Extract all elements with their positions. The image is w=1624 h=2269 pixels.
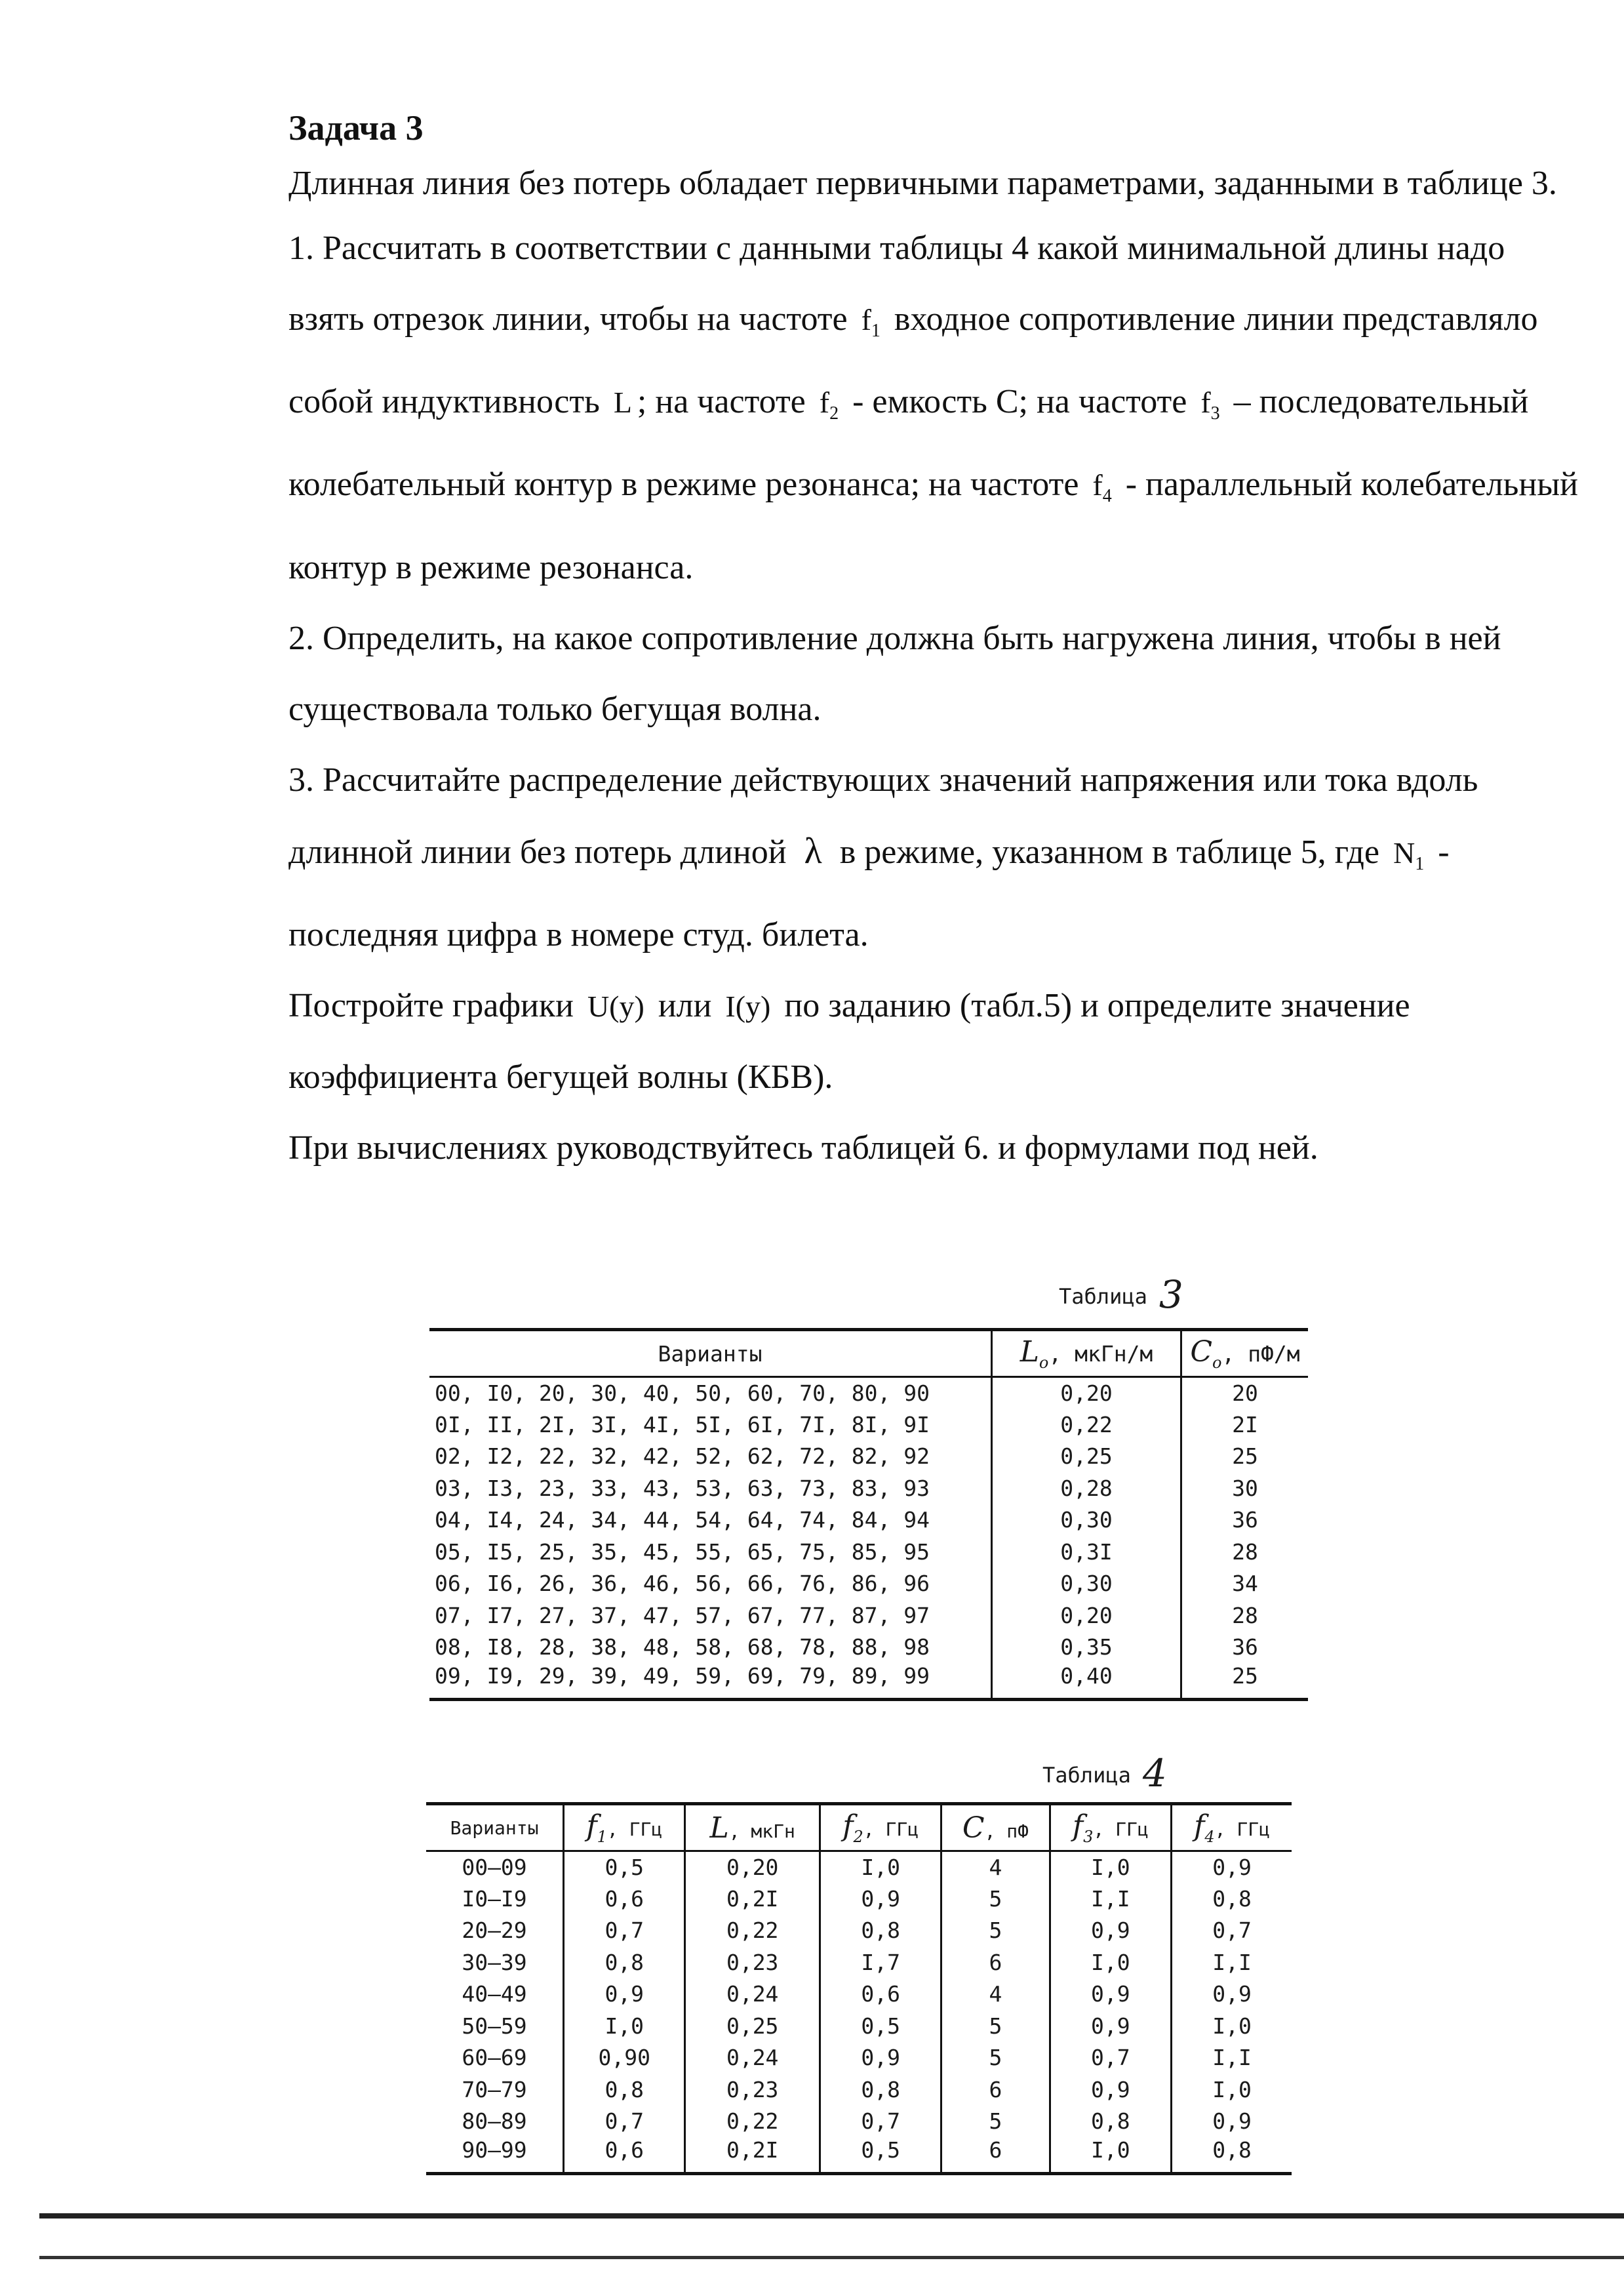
- table4-cell-f4: I,I: [1212, 2045, 1252, 2071]
- table4-cell-f1: 0,8: [564, 2074, 685, 2106]
- lambda-symbol: λ: [804, 830, 822, 872]
- table3-cell-l0: 0,28: [992, 1472, 1181, 1504]
- table4-caption: [1042, 1751, 1167, 1796]
- problem-item-3: [288, 745, 1587, 971]
- table4-cell-f1: 0,9: [564, 1978, 685, 2011]
- table4-cell-l: 0,2I: [685, 2137, 820, 2174]
- table3-row: [429, 1504, 1308, 1536]
- problem-graphs: [288, 971, 1587, 1113]
- table4-row: [426, 1883, 1292, 1915]
- table4-cell-l: 0,23: [685, 2074, 820, 2106]
- iy-symbol: I(y): [725, 989, 771, 1023]
- f1-symbol: $f_1$: [861, 303, 881, 342]
- table4-cell-f3: I,0: [1050, 1946, 1171, 1978]
- table4-cell-variants: I0–I9: [426, 1883, 564, 1915]
- table4-cell-variants: 30–39: [426, 1946, 564, 1978]
- table4-row: [426, 2074, 1292, 2106]
- scan-bottom-shadow: [39, 2256, 1624, 2259]
- item1-text-e: – последовательный колебательный контур в режиме резонанса; на частоте: [288, 383, 1529, 504]
- table4-cell-f1: 0,7: [564, 1915, 685, 1947]
- table4-row: [426, 1851, 1292, 1883]
- table4-cell-f4: I,0: [1212, 2076, 1252, 2102]
- table3-caption-number: 3: [1159, 1272, 1183, 1317]
- table3-cell-c0: 25: [1232, 1443, 1258, 1470]
- table4-cell-f2: 0,5: [820, 2010, 941, 2042]
- intro-text: Длинная линия без потерь обладает первичными параметрами, заданными в таблице 3.: [288, 165, 1557, 202]
- table4-cell-f3: I,0: [1050, 1851, 1171, 1883]
- table4-cell-f1: 0,6: [564, 2137, 685, 2174]
- table3-row: [429, 1599, 1308, 1632]
- table4-cell-f1: 0,6: [564, 1883, 685, 1915]
- table4-row: [426, 1915, 1292, 1947]
- table3-row: [429, 1472, 1308, 1504]
- table4-header-f1: $f_1$, ГГц: [564, 1804, 685, 1851]
- table4-cell-f2: I,0: [820, 1851, 941, 1883]
- table4-cell-f4: I,0: [1212, 2013, 1252, 2039]
- table3-header-l0: $L_o$, мкГн/м: [992, 1330, 1181, 1377]
- table4-cell-f1: 0,5: [564, 1851, 685, 1883]
- table4-cell-f4: 0,9: [1212, 2108, 1252, 2135]
- item3-text-b: в режиме, указанном в таблице 5, где: [831, 833, 1388, 871]
- problem-text-block: [288, 108, 1587, 1184]
- table4-cell-c: 4: [941, 1978, 1050, 2011]
- table3-row: [429, 1663, 1308, 1700]
- table4-cell-f3: I,I: [1050, 1883, 1171, 1915]
- graphs-text-a: Постройте графики: [288, 986, 582, 1024]
- table3-row: [429, 1536, 1308, 1568]
- table3-cell-l0: 0,30: [992, 1568, 1181, 1600]
- item1-text-c: ; на частоте: [637, 383, 814, 421]
- table4-cell-f2: 0,8: [820, 2074, 941, 2106]
- table4-header-c: C, пФ: [941, 1804, 1050, 1851]
- table4-cell-c: 4: [941, 1851, 1050, 1883]
- table3-cell-variants: 04, I4, 24, 34, 44, 54, 64, 74, 84, 94: [429, 1504, 992, 1536]
- table3-cell-l0: 0,40: [992, 1663, 1181, 1700]
- table4-cell-variants: 20–29: [426, 1915, 564, 1947]
- item2-text: 2. Определить, на какое сопротивление должна быть нагружена линия, чтобы в ней существовала только бегущая волна.: [288, 619, 1501, 728]
- table3-cell-variants: 02, I2, 22, 32, 42, 52, 62, 72, 82, 92: [429, 1441, 992, 1473]
- table3-cell-c0: 36: [1232, 1634, 1258, 1660]
- table4-cell-variants: 70–79: [426, 2074, 564, 2106]
- table4-cell-variants: 00–09: [426, 1851, 564, 1883]
- graphs-text-c: по заданию (табл.5) и определите значение коэффициента бегущей волны (КБВ).: [288, 986, 1410, 1096]
- table4-cell-f4: 0,9: [1212, 1855, 1252, 1880]
- table3-cell-c0: 28: [1232, 1538, 1258, 1565]
- table4-cell-c: 6: [941, 1946, 1050, 1978]
- table4-cell-c: 5: [941, 1915, 1050, 1947]
- table4-cell-variants: 50–59: [426, 2010, 564, 2042]
- graphs-text-b: или: [649, 986, 721, 1024]
- table4-cell-variants: 40–49: [426, 1978, 564, 2011]
- table4-cell-c: 5: [941, 2010, 1050, 2042]
- item3-text-a: 3. Рассчитайте распределение действующих значений напряжения или тока вдоль длинной линии без потерь длиной: [288, 761, 1478, 871]
- table4-row: [426, 2042, 1292, 2074]
- table4-cell-f2: I,7: [820, 1946, 941, 1978]
- inductance-symbol: L: [613, 386, 632, 420]
- n1-symbol: $N_1$: [1393, 835, 1425, 874]
- table4-cell-f3: 0,9: [1050, 2074, 1171, 2106]
- table4-cell-f2: 0,5: [820, 2137, 941, 2174]
- item1-text-b: входное сопротивление линии представляло собой индуктивность: [288, 300, 1538, 421]
- uy-symbol: U(y): [587, 989, 644, 1023]
- problem-title: Задача 3: [288, 108, 424, 148]
- table3-cell-l0: 0,22: [992, 1409, 1181, 1441]
- table3-cell-l0: 0,20: [992, 1377, 1181, 1409]
- f2-symbol: $f_2$: [819, 386, 839, 424]
- table4-cell-l: 0,2I: [685, 1883, 820, 1915]
- problem-calc-note: [288, 1113, 1587, 1184]
- table4-cell-f1: 0,7: [564, 2106, 685, 2138]
- table3-cell-variants: 03, I3, 23, 33, 43, 53, 63, 73, 83, 93: [429, 1472, 992, 1504]
- table4-cell-f2: 0,9: [820, 1883, 941, 1915]
- table3-header-row: [429, 1330, 1308, 1377]
- table4-header-f2: $f_2$, ГГц: [820, 1804, 941, 1851]
- table4-header-f4: $f_4$, ГГц: [1194, 1809, 1270, 1846]
- table3-header-variants: Варианты: [429, 1330, 992, 1377]
- table4-cell-c: 6: [941, 2074, 1050, 2106]
- table4-cell-f3: 0,9: [1050, 2010, 1171, 2042]
- item1-text-f: - параллельный колебательный контур в режиме резонанса.: [288, 466, 1578, 586]
- problem-item-1: [288, 213, 1587, 603]
- table4-caption-number: 4: [1142, 1751, 1167, 1796]
- table3-cell-l0: 0,35: [992, 1632, 1181, 1664]
- table3-cell-variants: 06, I6, 26, 36, 46, 56, 66, 76, 86, 96: [429, 1568, 992, 1600]
- table3-cell-c0: 34: [1232, 1571, 1258, 1597]
- table3-cell-c0: 25: [1232, 1663, 1258, 1689]
- table4-row: [426, 1978, 1292, 2011]
- table4-cell-f3: 0,7: [1050, 2042, 1171, 2074]
- table4-row: [426, 2137, 1292, 2174]
- table4-cell-f2: 0,6: [820, 1978, 941, 2011]
- table3-cell-variants: 09, I9, 29, 39, 49, 59, 69, 79, 89, 99: [429, 1663, 992, 1700]
- table4-cell-c: 5: [941, 2106, 1050, 2138]
- table4-cell-f1: 0,8: [564, 1946, 685, 1978]
- table3-cell-c0: 2I: [1232, 1411, 1258, 1437]
- table3-cell-l0: 0,20: [992, 1599, 1181, 1632]
- table4-cell-f3: 0,9: [1050, 1978, 1171, 2011]
- table3-caption-label: Таблица: [1059, 1284, 1147, 1309]
- table3-row: [429, 1441, 1308, 1473]
- table4-cell-l: 0,22: [685, 2106, 820, 2138]
- table3-cell-c0: 36: [1232, 1507, 1258, 1533]
- table4-cell-variants: 90–99: [426, 2137, 564, 2174]
- item1-text-d: - емкость С; на частоте: [844, 383, 1196, 421]
- table3-caption: [1059, 1272, 1183, 1317]
- table4-caption-label: Таблица: [1042, 1763, 1131, 1788]
- table3-cell-variants: 05, I5, 25, 35, 45, 55, 65, 75, 85, 95: [429, 1536, 992, 1568]
- table-3: [429, 1328, 1308, 1701]
- table4-cell-f2: 0,8: [820, 1915, 941, 1947]
- table4-cell-f2: 0,7: [820, 2106, 941, 2138]
- table4-cell-f3: 0,8: [1050, 2106, 1171, 2138]
- table4-cell-f4: 0,9: [1212, 1981, 1252, 2007]
- table3-cell-variants: 0I, II, 2I, 3I, 4I, 5I, 6I, 7I, 8I, 9I: [429, 1409, 992, 1441]
- table3-cell-variants: 08, I8, 28, 38, 48, 58, 68, 78, 88, 98: [429, 1632, 992, 1664]
- table4-cell-l: 0,20: [685, 1851, 820, 1883]
- table4-cell-f1: 0,90: [564, 2042, 685, 2074]
- scan-bottom-edge: [39, 2213, 1624, 2219]
- table4-cell-f4: 0,8: [1212, 1885, 1252, 1912]
- table3-row: [429, 1632, 1308, 1664]
- f4-symbol: $f_4$: [1092, 468, 1112, 507]
- table4-cell-f4: I,I: [1212, 1949, 1252, 1975]
- table4-header-row: [426, 1804, 1292, 1851]
- table3-row: [429, 1377, 1308, 1409]
- table3-cell-l0: 0,30: [992, 1504, 1181, 1536]
- table4-cell-f3: I,0: [1050, 2137, 1171, 2174]
- problem-intro: [288, 154, 1587, 213]
- table4-cell-l: 0,23: [685, 1946, 820, 1978]
- table4-cell-f4: 0,8: [1212, 2137, 1252, 2163]
- problem-item-2: [288, 603, 1587, 745]
- table4-cell-l: 0,25: [685, 2010, 820, 2042]
- table3-row: [429, 1568, 1308, 1600]
- table4-cell-l: 0,22: [685, 1915, 820, 1947]
- table4-header-l: L, мкГн: [685, 1804, 820, 1851]
- table4-row: [426, 1946, 1292, 1978]
- table4-cell-c: 6: [941, 2137, 1050, 2174]
- table4-header-f3: $f_3$, ГГц: [1050, 1804, 1171, 1851]
- item1-text-a: 1. Рассчитать в соответствии с данными таблицы 4 какой минимальной длины надо взять отрезок линии, чтобы на частоте: [288, 230, 1505, 338]
- table3-cell-c0: 28: [1232, 1602, 1258, 1628]
- table4-cell-l: 0,24: [685, 1978, 820, 2011]
- table3-cell-l0: 0,25: [992, 1441, 1181, 1473]
- table4-cell-c: 5: [941, 1883, 1050, 1915]
- table4-cell-f1: I,0: [564, 2010, 685, 2042]
- table4-cell-c: 5: [941, 2042, 1050, 2074]
- table4-cell-variants: 60–69: [426, 2042, 564, 2074]
- table3-row: [429, 1409, 1308, 1441]
- table3-cell-c0: 20: [1232, 1380, 1258, 1406]
- table3-cell-l0: 0,3I: [992, 1536, 1181, 1568]
- table4-cell-l: 0,24: [685, 2042, 820, 2074]
- table3-header-c0: $C_o$, пФ/м: [1190, 1335, 1300, 1372]
- table4-cell-f3: 0,9: [1050, 1915, 1171, 1947]
- table4-cell-variants: 80–89: [426, 2106, 564, 2138]
- table4-cell-f4: 0,7: [1212, 1918, 1252, 1944]
- table3-cell-variants: 00, I0, 20, 30, 40, 50, 60, 70, 80, 90: [429, 1377, 992, 1409]
- table-4: [426, 1802, 1292, 2175]
- table4-row: [426, 2010, 1292, 2042]
- table3-cell-variants: 07, I7, 27, 37, 47, 57, 67, 77, 87, 97: [429, 1599, 992, 1632]
- item3-text-c: - последняя цифра в номере студ. билета.: [288, 833, 1450, 954]
- table4-header-variants: Варианты: [426, 1804, 564, 1851]
- table4-row: [426, 2106, 1292, 2138]
- f3-symbol: $f_3$: [1200, 386, 1220, 424]
- calc-note-text: При вычислениях руководствуйтесь таблицей 6. и формулами под ней.: [288, 1129, 1318, 1167]
- table4-cell-f2: 0,9: [820, 2042, 941, 2074]
- table3-cell-c0: 30: [1232, 1475, 1258, 1501]
